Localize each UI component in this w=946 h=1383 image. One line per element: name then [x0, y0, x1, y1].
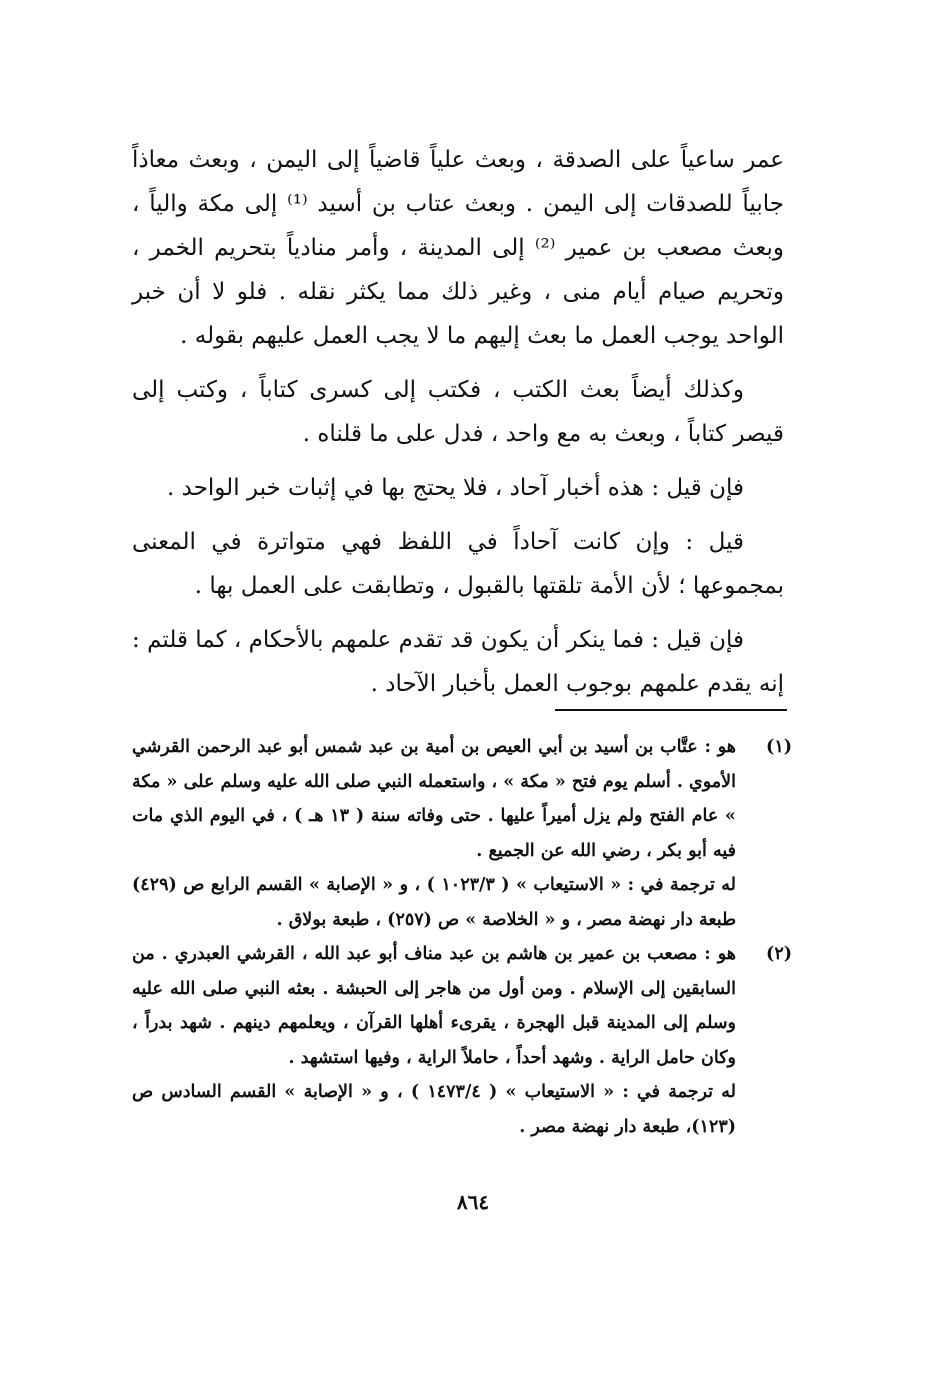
footnote-separator — [555, 709, 787, 711]
footnote-1 — [132, 730, 792, 937]
footnote-number: (١) — [766, 737, 792, 757]
footnote-bio: هو : مصعب بن عمير بن هاشم بن عبد مناف أبو عبد الله ، القرشي العبدري . من السابقين إلى الإسلام . ومن أول من هاجر إلى الحبشة . بعثه النبي صلى الله عليه وسلم إلى المدينة قبل الهجرة ، يقرىء أهلها القرآن ، ويعلمهم دينهم . شهد بدراً ، وكان حامل الراية . وشهد أحداً ، حاملاً الراية ، وفيها استشهد . — [132, 944, 736, 1068]
paragraph-1: عمر ساعياً على الصدقة ، وبعث علياً قاضياً إلى اليمن ، وبعث معاذاً جابياً للصدقات إلى اليمن . وبعث عتاب بن أسيد ⁽¹⁾ إلى مكة والياً ، وبعث مصعب بن عمير ⁽²⁾ إلى المدينة ، وأمر منادياً بتحريم الخمر ، وتحريم صيام أيام منى ، وغير ذلك مما يكثر نقله . فلو لا أن خبر الواحد يوجب العمل ما بعث إليهم ما لا يجب العمل عليهم بقوله . — [132, 147, 784, 349]
page-number: ٨٦٤ — [456, 1190, 490, 1214]
footnote-sources: له ترجمة في : « الاستيعاب » ( ١٠٢٣/٣ ) ، و « الإصابة » القسم الرابع ص (٤٢٩) طبعة دار نهضة مصر ، و « الخلاصة » ص (٢٥٧) ، طبعة بولاق . — [132, 875, 736, 930]
footnote-bio: هو : عتَّاب بن أسيد بن أبي العيص بن أمية بن عبد شمس أبو عبد الرحمن القرشي الأموي . أسلم يوم فتح « مكة » ، واستعمله النبي صلى الله عليه وسلم على « مكة » عام الفتح ولم يزل أميراً عليها . حتى وفاته سنة ( ١٣ هـ ) ، في اليوم الذي مات فيه أبو بكر ، رضي الله عن الجميع . — [132, 737, 736, 861]
paragraph-2: وكذلك أيضاً بعث الكتب ، فكتب إلى كسرى كتاباً ، وكتب إلى قيصر كتاباً ، وبعث به مع واحد ، فدل على ما قلناه . — [132, 377, 784, 447]
paragraph-3: فإن قيل : هذه أخبار آحاد ، فلا يحتج بها في إثبات خبر الواحد . — [167, 475, 744, 501]
paragraph-5: فإن قيل : فما ينكر أن يكون قد تقدم علمهم بالأحكام ، كما قلتم : إنه يقدم علمهم بوجوب العمل بأخبار الآحاد . — [132, 627, 784, 697]
footnote-2 — [132, 937, 792, 1144]
paragraph-4: قيل : وإن كانت آحاداً في اللفظ فهي متواترة في المعنى بمجموعها ؛ لأن الأمة تلقتها بالقبول ، وتطابقت على العمل بها . — [132, 529, 784, 599]
footnotes — [132, 730, 792, 1144]
footnote-sources: له ترجمة في : « الاستيعاب » ( ١٤٧٣/٤ ) ، و « الإصابة » القسم السادس ص (١٢٣)، طبعة دار نهضة مصر . — [132, 1082, 736, 1137]
main-text — [132, 138, 784, 716]
footnote-number: (٢) — [766, 944, 792, 964]
